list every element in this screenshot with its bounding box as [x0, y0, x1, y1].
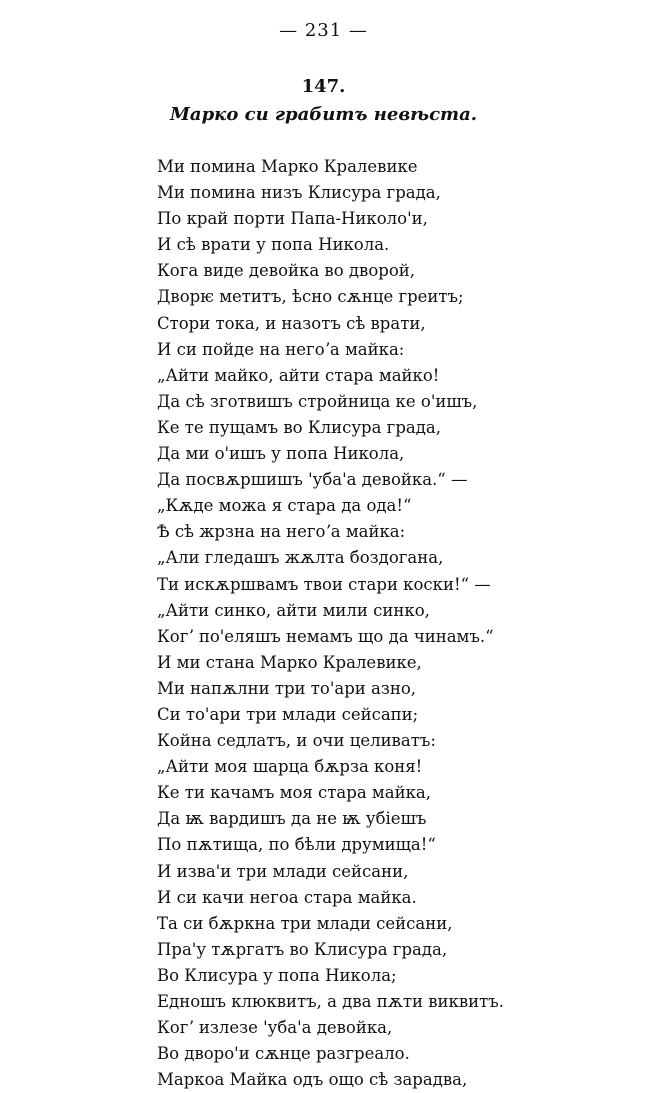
verse-line: Ке ти качамъ моя стара майка,: [157, 783, 431, 803]
verse-line: „Айти майко, айти стара майко!: [157, 365, 440, 385]
verse-line: „Айти синко, айти мили синко,: [157, 600, 430, 620]
verse-line: По пѫтища, по бѣли друмища!“: [157, 835, 436, 855]
verse-line: По край порти Папа-Николо'и,: [157, 209, 428, 229]
verse-line: Стори тока, и назотъ сѣ врати,: [157, 313, 426, 333]
verse-line: Когʼ излезе 'уба'а девойка,: [157, 1018, 393, 1038]
poem-title: Марко си грабитъ невѣста.: [169, 104, 478, 125]
verse-line: Едношъ клюквитъ, а два пѫти виквитъ.: [157, 992, 505, 1011]
verse-line: Маркоа Майка одъ ощо сѣ зарадва,: [157, 1070, 468, 1090]
verse-line: Да ѭ вардишъ да не ѭ убіешъ: [157, 809, 427, 829]
verse-line: Да ми о'ишъ у попа Никола,: [157, 444, 405, 464]
verse-line: Ми помина Марко Кралевике: [157, 157, 418, 176]
verse-line: Дворѥ метитъ, ѣсно сѫнце греитъ;: [157, 287, 464, 307]
verse-line: Во дворо'и сѫнце разгреало.: [157, 1044, 410, 1064]
verse-line: „Кѫде можа я стара да ода!“: [157, 496, 412, 516]
verse-line: И си пойде на негоʼа майка:: [157, 339, 405, 359]
page-number: — 231 —: [279, 20, 368, 41]
verse-line: Та си бѫркна три млади сейсани,: [157, 913, 453, 933]
verse-line: Да посвѫршишъ 'уба'а девойка.“ —: [157, 470, 468, 490]
verse-line: Когʼ по'еляшъ немамъ що да чинамъ.“: [157, 626, 494, 646]
verse-line: Ми помина низъ Клисура града,: [157, 183, 441, 203]
poem-verse: [157, 154, 637, 1093]
verse-line: Кога виде девойка во дворой,: [157, 261, 416, 281]
verse-line: Ке те пущамъ во Клисура града,: [157, 417, 441, 437]
verse-line: „Али гледашъ жѫлта боздогана,: [157, 548, 444, 568]
verse-line: Койна седлатъ, и очи целиватъ:: [157, 731, 436, 751]
verse-line: Ти искѫршвамъ твои стари коски!“ —: [157, 574, 491, 594]
verse-line: И си качи негоа стара майка.: [157, 887, 417, 907]
verse-line: „Айти моя шарца бѫрза коня!: [157, 757, 423, 777]
verse-line: И ми стана Марко Кралевике,: [157, 652, 422, 672]
verse-line: Ѣ сѣ жрзна на негоʼа майка:: [157, 522, 406, 542]
verse-line: Ми напѫлни три то'ари азно,: [157, 678, 417, 698]
poem-number: 147.: [301, 76, 346, 97]
verse-line: И изва'и три млади сейсани,: [157, 861, 409, 881]
verse-line: Во Клисура у попа Никола;: [157, 965, 397, 985]
verse-line: Пра'у тѫргатъ во Клисура града,: [157, 939, 448, 959]
verse-line: Си то'ари три млади сейсапи;: [157, 704, 419, 724]
verse-line: Да сѣ зготвишъ стройница ке о'ишъ,: [157, 391, 478, 411]
verse-line: И сѣ врати у попа Никола.: [157, 235, 390, 255]
